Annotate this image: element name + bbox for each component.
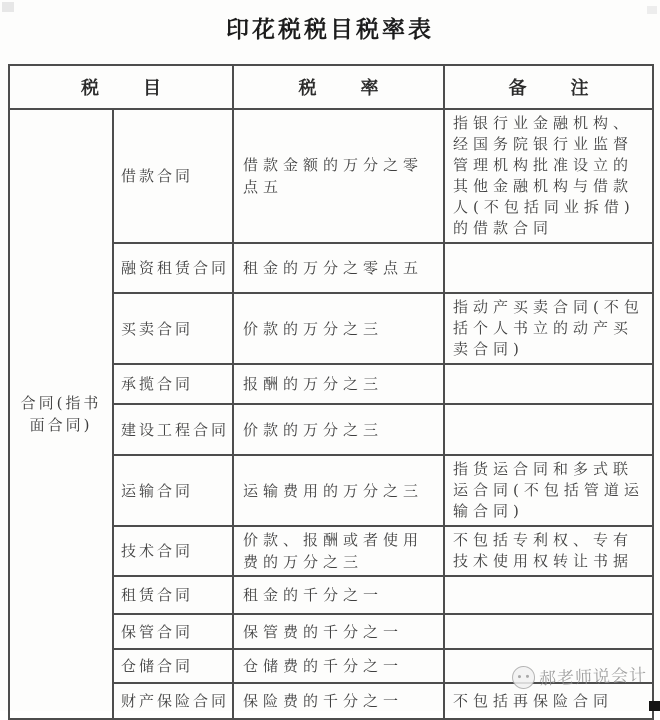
rate-cell: 价款的万分之三	[233, 293, 444, 364]
item-cell: 承揽合同	[113, 364, 233, 404]
item-cell: 运输合同	[113, 455, 233, 526]
rate-cell: 价款、报酬或者使用费的万分之三	[233, 526, 444, 576]
scan-artifact	[647, 6, 657, 14]
note-cell	[444, 243, 653, 293]
watermark-text: 郝老师说会计	[538, 665, 648, 690]
rate-cell: 租金的千分之一	[233, 576, 444, 614]
item-cell: 融资租赁合同	[113, 243, 233, 293]
item-cell: 仓储合同	[113, 649, 233, 683]
header-row	[9, 65, 653, 109]
rate-cell: 运输费用的万分之三	[233, 455, 444, 526]
item-cell: 保管合同	[113, 614, 233, 649]
item-cell: 建设工程合同	[113, 404, 233, 455]
scan-artifact	[2, 2, 14, 12]
note-cell	[444, 614, 653, 649]
note-cell: 不包括再保险合同	[444, 683, 653, 719]
scan-corner-mark	[649, 701, 660, 711]
header-tax-item: 税目	[9, 65, 233, 109]
rate-cell: 保管费的千分之一	[233, 614, 444, 649]
item-cell: 租赁合同	[113, 576, 233, 614]
note-cell	[444, 649, 653, 683]
stamp-tax-rate-table	[8, 64, 654, 720]
note-cell: 指银行业金融机构、经国务院银行业监督管理机构批准设立的其他金融机构与借款人(不包括同业拆借)的借款合同	[444, 109, 653, 243]
note-cell	[444, 364, 653, 404]
rate-cell: 仓储费的千分之一	[233, 649, 444, 683]
note-cell: 指动产买卖合同(不包括个人书立的动产买卖合同)	[444, 293, 653, 364]
note-cell: 不包括专利权、专有技术使用权转让书据	[444, 526, 653, 576]
header-tax-rate: 税率	[233, 65, 444, 109]
rate-cell: 保险费的千分之一	[233, 683, 444, 719]
note-cell	[444, 576, 653, 614]
rate-cell: 价款的万分之三	[233, 404, 444, 455]
note-cell	[444, 404, 653, 455]
rate-cell: 租金的万分之零点五	[233, 243, 444, 293]
note-cell: 指货运合同和多式联运合同(不包括管道运输合同)	[444, 455, 653, 526]
item-cell: 买卖合同	[113, 293, 233, 364]
item-cell: 技术合同	[113, 526, 233, 576]
item-cell: 借款合同	[113, 109, 233, 243]
rate-cell: 报酬的万分之三	[233, 364, 444, 404]
rate-cell: 借款金额的万分之零点五	[233, 109, 444, 243]
page-title: 印花税税目税率表	[226, 16, 434, 43]
item-cell: 财产保险合同	[113, 683, 233, 719]
header-remarks: 备注	[444, 65, 653, 109]
table-row	[9, 109, 653, 243]
group-label-contracts: 合同(指书面合同)	[9, 109, 113, 719]
